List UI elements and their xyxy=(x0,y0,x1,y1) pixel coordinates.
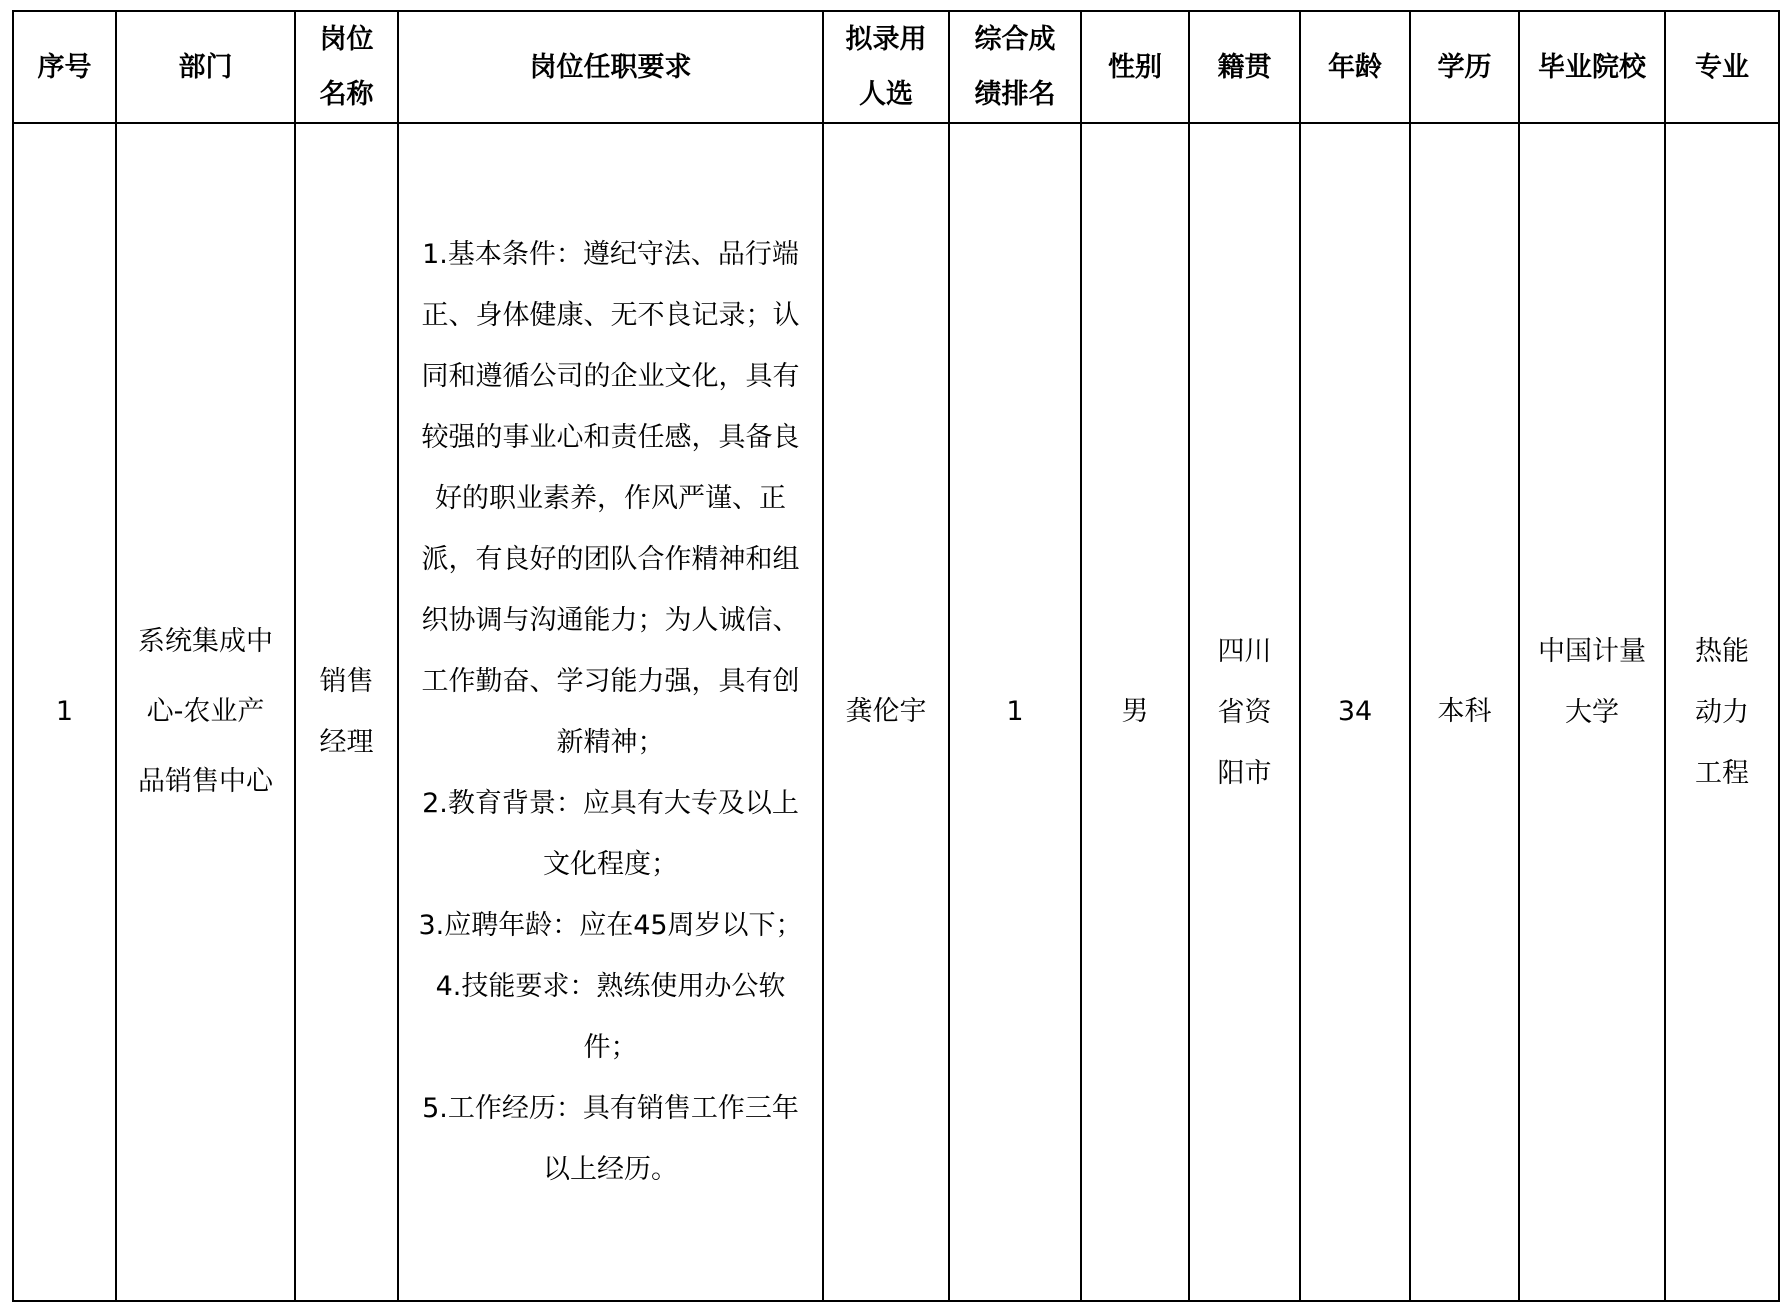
header-school xyxy=(1519,11,1665,123)
cell-rank xyxy=(949,123,1081,1301)
header-school-text: 毕业院校 xyxy=(1538,51,1646,83)
header-origin xyxy=(1189,11,1300,123)
header-major-text: 专业 xyxy=(1695,51,1749,83)
cell-dept-line: 心-农业产 xyxy=(146,696,265,727)
header-post xyxy=(295,11,398,123)
cell-seq xyxy=(13,123,116,1301)
cell-age xyxy=(1300,123,1410,1301)
header-major xyxy=(1665,11,1779,123)
requirement-line: 4.技能要求：熟练使用办公软 xyxy=(435,971,786,1002)
requirement-line: 新精神； xyxy=(556,727,665,758)
header-seq-text: 序号 xyxy=(37,51,92,83)
header-post-line: 岗位 xyxy=(319,24,374,55)
cell-candidate-text: 龚伦宇 xyxy=(845,696,927,727)
cell-edu xyxy=(1410,123,1519,1301)
requirement-line: 较强的事业心和责任感，具备良 xyxy=(421,422,800,453)
cell-gender xyxy=(1081,123,1189,1301)
cell-school-line: 中国计量 xyxy=(1538,636,1646,667)
cell-major xyxy=(1665,123,1779,1301)
table-row xyxy=(13,123,1779,1301)
cell-major-line: 动力 xyxy=(1695,696,1749,728)
requirement-line: 好的职业素养，作风严谨、正 xyxy=(435,483,786,514)
cell-origin-line: 阳市 xyxy=(1217,757,1272,789)
header-age-text: 年龄 xyxy=(1328,51,1382,83)
cell-school xyxy=(1519,123,1665,1301)
cell-origin-line: 省资 xyxy=(1217,696,1272,728)
cell-age-text: 34 xyxy=(1337,696,1373,727)
requirement-line: 件； xyxy=(583,1032,638,1063)
cell-major-line: 热能 xyxy=(1695,635,1749,667)
header-rank-line: 绩排名 xyxy=(974,79,1056,110)
cell-major-line: 工程 xyxy=(1695,757,1749,789)
cell-school-line: 大学 xyxy=(1565,697,1619,728)
cell-edu-text: 本科 xyxy=(1437,696,1492,727)
cell-gender-text: 男 xyxy=(1121,696,1149,727)
header-requirements xyxy=(398,11,823,123)
requirement-line: 5.工作经历：具有销售工作三年 xyxy=(422,1093,799,1124)
requirement-line: 织协调与沟通能力；为人诚信、 xyxy=(421,605,800,636)
header-post-line: 名称 xyxy=(319,79,374,110)
header-dept xyxy=(116,11,295,123)
requirement-line: 工作勤奋、学习能力强，具有创 xyxy=(421,666,800,697)
cell-rank-text: 1 xyxy=(1006,696,1024,727)
header-requirements-text: 岗位任职要求 xyxy=(529,51,692,83)
cell-dept-line: 系统集成中 xyxy=(138,626,273,657)
requirement-line: 1.基本条件：遵纪守法、品行端 xyxy=(422,239,799,270)
requirement-line: 3.应聘年龄：应在45周岁以下； xyxy=(418,910,803,941)
header-age xyxy=(1300,11,1410,123)
header-rank xyxy=(949,11,1081,123)
cell-origin-line: 四川 xyxy=(1217,635,1272,667)
cell-post-line: 经理 xyxy=(319,727,374,758)
header-candidate xyxy=(823,11,949,123)
cell-dept xyxy=(116,123,295,1301)
requirement-line: 以上经历。 xyxy=(543,1154,678,1185)
cell-requirements xyxy=(398,123,823,1301)
header-candidate-line: 拟录用 xyxy=(845,24,927,55)
header-row xyxy=(13,11,1779,123)
requirement-line: 派，有良好的团队合作精神和组 xyxy=(421,544,800,575)
cell-origin xyxy=(1189,123,1300,1301)
cell-post xyxy=(295,123,398,1301)
cell-candidate xyxy=(823,123,949,1301)
requirement-line: 2.教育背景：应具有大专及以上 xyxy=(422,788,799,819)
requirement-line: 同和遵循公司的企业文化，具有 xyxy=(421,361,800,392)
header-dept-text: 部门 xyxy=(178,51,233,83)
requirement-line: 文化程度； xyxy=(543,849,678,880)
header-rank-line: 综合成 xyxy=(974,24,1056,55)
header-gender xyxy=(1081,11,1189,123)
cell-seq-text: 1 xyxy=(55,696,74,727)
recruitment-table xyxy=(12,10,1780,1302)
cell-post-line: 销售 xyxy=(319,666,374,697)
header-origin-text: 籍贯 xyxy=(1217,51,1272,83)
requirement-line: 正、身体健康、无不良记录；认 xyxy=(421,300,800,331)
cell-dept-line: 品销售中心 xyxy=(138,766,273,797)
header-edu xyxy=(1410,11,1519,123)
header-candidate-line: 人选 xyxy=(859,79,913,110)
header-seq xyxy=(13,11,116,123)
header-gender-text: 性别 xyxy=(1108,51,1162,83)
header-edu-text: 学历 xyxy=(1437,51,1492,83)
